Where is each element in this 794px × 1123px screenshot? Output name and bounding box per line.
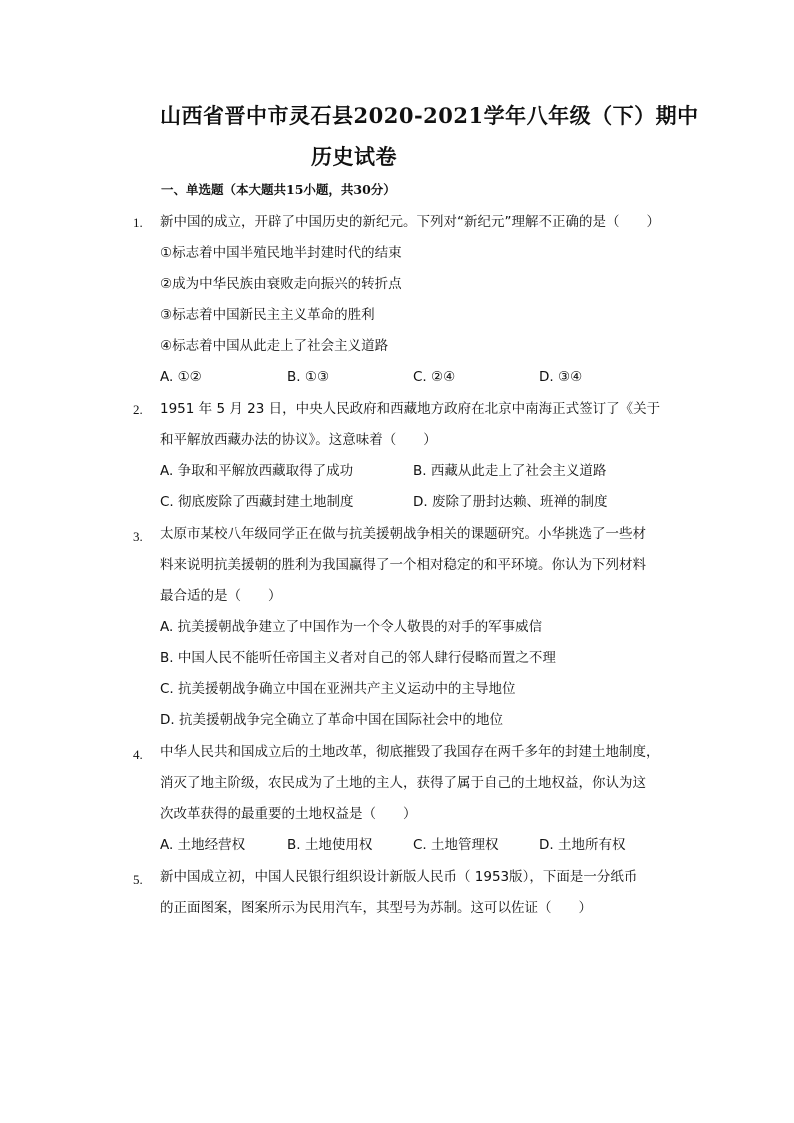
exam-title-line-1: 山西省晋中市灵石县2020-2021学年八年级（下）期中: [160, 103, 699, 128]
question-number: 2.: [133, 402, 143, 417]
option-a: A. ①②: [160, 369, 202, 385]
option-b: B. 中国人民不能听任帝国主义者对自己的邻人肆行侵略而置之不理: [160, 650, 556, 666]
option-a: A. 抗美援朝战争建立了中国作为一个令人敬畏的对手的军事威信: [160, 619, 543, 635]
option-a: A. 土地经营权: [160, 837, 246, 853]
statement-item: ①标志着中国半殖民地半封建时代的结束: [160, 245, 402, 261]
option-d: D. 废除了册封达赖、班禅的制度: [413, 494, 608, 510]
exam-title-line-2: 历史试卷: [311, 144, 397, 169]
question-number: 4.: [133, 747, 143, 762]
option-d: D. ③④: [539, 369, 583, 385]
option-b: B. ①③: [287, 369, 330, 385]
option-a: A. 争取和平解放西藏取得了成功: [160, 463, 354, 479]
section-heading: 一、单选题（本大题共15小题，共30分）: [161, 182, 396, 197]
option-c: C. 土地管理权: [413, 837, 499, 853]
option-b: B. 西藏从此走上了社会主义道路: [413, 463, 607, 479]
question-number: 1.: [133, 215, 143, 230]
statement-item: ②成为中华民族由衰败走向振兴的转折点: [160, 276, 402, 292]
question-stem-line: 消灭了地主阶级，农民成为了土地的主人，获得了属于自己的土地权益，你认为这: [160, 775, 646, 791]
question-stem-line: 和平解放西藏办法的协议》。这意味着（ ）: [160, 432, 437, 448]
question-stem-line: 次改革获得的最重要的土地权益是（ ）: [160, 806, 417, 822]
statement-item: ④标志着中国从此走上了社会主义道路: [160, 338, 389, 354]
question-stem-line: 新中国的成立，开辟了中国历史的新纪元。下列对“新纪元”理解不正确的是（ ）: [160, 214, 660, 230]
question-number: 5.: [133, 872, 143, 887]
question-number: 3.: [133, 529, 143, 544]
option-c: C. 抗美援朝战争确立中国在亚洲共产主义运动中的主导地位: [160, 681, 516, 697]
option-c: C. 彻底废除了西藏封建土地制度: [160, 494, 354, 510]
question-stem-line: 料来说明抗美援朝的胜利为我国赢得了一个相对稳定的和平环境。你认为下列材料: [160, 557, 646, 573]
question-stem-line: 1951 年 5 月 23 日，中央人民政府和西藏地方政府在北京中南海正式签订了《关于: [160, 401, 661, 417]
option-b: B. 土地使用权: [287, 837, 373, 853]
question-stem-line: 的正面图案，图案所示为民用汽车，其型号为苏制。这可以佐证（ ）: [160, 900, 592, 916]
option-d: D. 抗美援朝战争完全确立了革命中国在国际社会中的地位: [160, 712, 503, 728]
question-stem-line: 太原市某校八年级同学正在做与抗美援朝战争相关的课题研究。小华挑选了一些材: [160, 526, 646, 542]
option-c: C. ②④: [413, 369, 456, 385]
question-stem-line: 新中国成立初，中国人民银行组织设计新版人民币（ 1953版），下面是一分纸币: [160, 869, 638, 885]
question-stem-line: 中华人民共和国成立后的土地改革，彻底摧毁了我国存在两千多年的封建土地制度，: [160, 744, 660, 760]
option-d: D. 土地所有权: [539, 837, 626, 853]
question-stem-line: 最合适的是（ ）: [160, 588, 282, 604]
statement-item: ③标志着中国新民主主义革命的胜利: [160, 307, 375, 323]
